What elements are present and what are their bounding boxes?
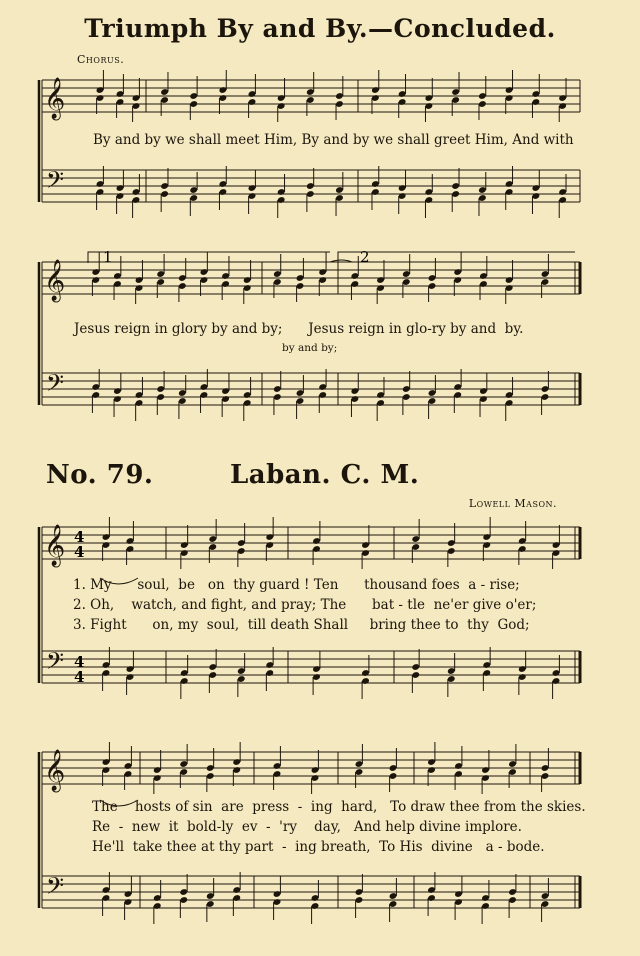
time-signature-bottom-bass: 4	[74, 668, 85, 686]
chorus-label: Chorus.	[77, 53, 125, 66]
ending-2-label: 2	[360, 248, 370, 266]
verse-1-line-1: 1. My soul, be on thy guard ! Ten thousand foes a - rise;	[73, 577, 520, 593]
chorus-lyrics-line2: Jesus reign in glory by and by; Jesus reign in glo-ry by and by.	[74, 321, 524, 337]
treble-clef-icon: 𝄞	[44, 525, 66, 566]
treble-clef-icon: 𝄞	[44, 78, 66, 119]
composer: Lowell Mason.	[468, 497, 557, 510]
time-signature-bottom: 4	[74, 543, 85, 561]
verse-1-line-2: The hosts of sin are press - ing hard, To draw thee from the skies.	[92, 799, 586, 815]
bass-clef-icon: 𝄢	[46, 166, 65, 199]
hymn-title: Laban. C. M.	[230, 460, 420, 490]
chorus-lyrics-line1: By and by we shall meet Him, By and by we shall greet Him, And with	[93, 132, 574, 148]
verse-2-line-1: 2. Oh, watch, and fight, and pray; The bat - tle ne'er give o'er;	[73, 597, 537, 613]
ending-brackets	[88, 248, 575, 266]
staff-lines	[42, 80, 580, 908]
ending-1-label: 1	[103, 248, 113, 266]
bass-clef-icon: 𝄢	[46, 872, 65, 905]
chorus-lyrics-alt: by and by;	[282, 342, 338, 354]
time-signature-top: 4	[74, 528, 85, 546]
treble-clef-icon: 𝄞	[44, 260, 66, 301]
page-title: Triumph By and By.—Concluded.	[84, 14, 556, 43]
bass-clef-icon: 𝄢	[46, 369, 65, 402]
hymn-number: No. 79.	[46, 460, 154, 490]
verse-2-line-2: Re - new it bold-ly ev - 'ry day, And help divine implore.	[92, 819, 522, 835]
bass-clef-icon: 𝄢	[46, 647, 65, 680]
verse-3-line-2: He'll take thee at thy part - ing breath, To His divine a - bode.	[92, 839, 545, 855]
verse-3-line-1: 3. Fight on, my soul, till death Shall bring thee to thy God;	[73, 617, 530, 633]
treble-clef-icon: 𝄞	[44, 750, 66, 791]
time-signature-top-bass: 4	[74, 653, 85, 671]
clefs	[44, 77, 65, 905]
